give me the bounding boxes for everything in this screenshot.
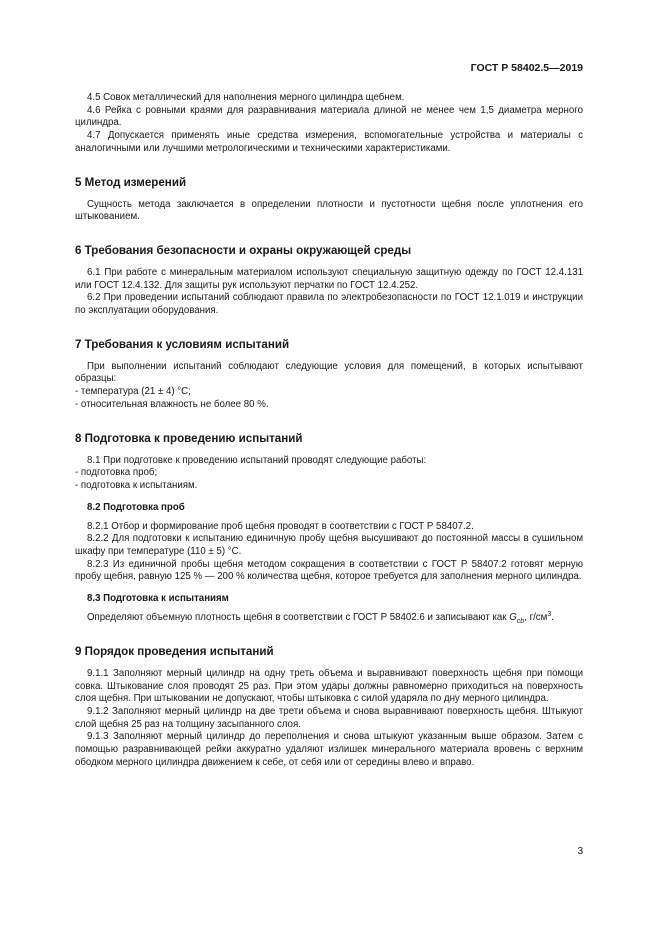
paragraph-8-3 (75, 612, 583, 625)
paragraph-4-6: 4.6 Рейка с ровными краями для разравнивания материала длиной не менее чем 1,5 диаметра мерного цилиндра. (75, 104, 583, 129)
paragraph-6-1: 6.1 При работе с минеральным материалом используют специальную защитную одежду по ГОСТ 12.4.131 или ГОСТ 12.4.132. Для защиты рук используют перчатки по ГОСТ 12.4.252. (75, 266, 583, 291)
page-number: 3 (577, 846, 583, 857)
heading-section-5: 5 Метод измерений (75, 175, 187, 189)
heading-8-3: 8.3 Подготовка к испытаниям (87, 593, 229, 605)
heading-section-9: 9 Порядок проведения испытаний (75, 644, 274, 658)
paragraph-8-1: 8.1 При подготовке к проведению испытаний проводят следующие работы: (87, 454, 427, 466)
paragraph-9-1-3: 9.1.3 Заполняют мерный цилиндр до переполнения и снова штыкуют указанным выше образом. Затем с помощью разравнивающей рейки аккуратно удаляют излишек минерального материала вровень с верхним ободком мерного цилиндра движением к себе, от себя или от середины влево и вправо. (75, 731, 583, 768)
density-unit: , г/см (524, 612, 548, 624)
list-item-temperature: - температура (21 ± 4) °С; (75, 386, 191, 398)
document-id-header: ГОСТ Р 58402.5—2019 (470, 62, 583, 74)
list-item-humidity: - относительная влажность не более 80 %. (75, 398, 269, 410)
paragraph-8-2-1: 8.2.1 Отбор и формирование проб щебня проводят в соответствии с ГОСТ Р 58407.2. (87, 520, 474, 532)
heading-section-7: 7 Требования к условиям испытаний (75, 337, 290, 351)
heading-8-2: 8.2 Подготовка проб (87, 501, 185, 513)
paragraph-7: При выполнении испытаний соблюдают следующие условия для помещений, в которых испытывают образцы: (75, 360, 583, 385)
paragraph-8-3-end: . (551, 612, 554, 624)
density-subscript: cb (516, 618, 525, 626)
list-item-test-prep: - подготовка к испытаниям. (75, 479, 198, 491)
density-symbol: G (509, 612, 517, 624)
paragraph-8-2-2: 8.2.2 Для подготовки к испытанию единичную пробу щебня высушивают до постоянной массы в сушильном шкафу при температуре (110 ± 5) °С. (75, 533, 583, 558)
density-unit-exponent: 3 (547, 610, 552, 618)
paragraph-6-2: 6.2 При проведении испытаний соблюдают правила по электробезопасности по ГОСТ 12.1.019 и инструкции по эксплуатации оборудования. (75, 292, 583, 317)
heading-section-6: 6 Требования безопасности и охраны окружающей среды (75, 243, 412, 257)
paragraph-4-7: 4.7 Допускается применять иные средства измерения, вспомогательные устройства и материалы с аналогичными или лучшими метрологическими и техническими характеристиками. (75, 130, 583, 154)
paragraph-8-2-3: 8.2.3 Из единичной пробы щебня методом сокращения в соответствии с ГОСТ Р 58407.2 готовят мерную пробу щебня, равную 125 % — 200 % количества щебня, которое требуется для заполнения мерного цилиндра. (75, 558, 583, 583)
paragraph-8-3-text: Определяют объемную плотность щебня в соответствии с ГОСТ Р 58402.6 и записывают как (87, 612, 507, 624)
paragraph-5: Сущность метода заключается в определении плотности и пустотности щебня после уплотнения его штыкованием. (75, 198, 583, 223)
paragraph-9-1-1: 9.1.1 Заполняют мерный цилиндр на одну треть объема и выравнивают поверхность щебня при помощи совка. Штыкование слоя проводят 25 раз. При этом удары должны равномерно приходиться на поверхность слоя щебня. При штыковании не допускают, чтобы штыковка с силой ударяла по дну мерного цилиндра. (75, 667, 583, 705)
heading-section-8: 8 Подготовка к проведению испытаний (75, 431, 303, 445)
paragraph-4-5: 4.5 Совок металлический для наполнения мерного цилиндра щебнем. (87, 92, 405, 103)
list-item-sample-prep: - подготовка проб; (75, 467, 158, 479)
paragraph-9-1-2: 9.1.2 Заполняют мерный цилиндр на две трети объема и снова выравнивают поверхность щебня. Штыкуют слой щебня 25 раз на толщину засыпанного слоя. (75, 705, 583, 730)
page-content (75, 92, 583, 770)
